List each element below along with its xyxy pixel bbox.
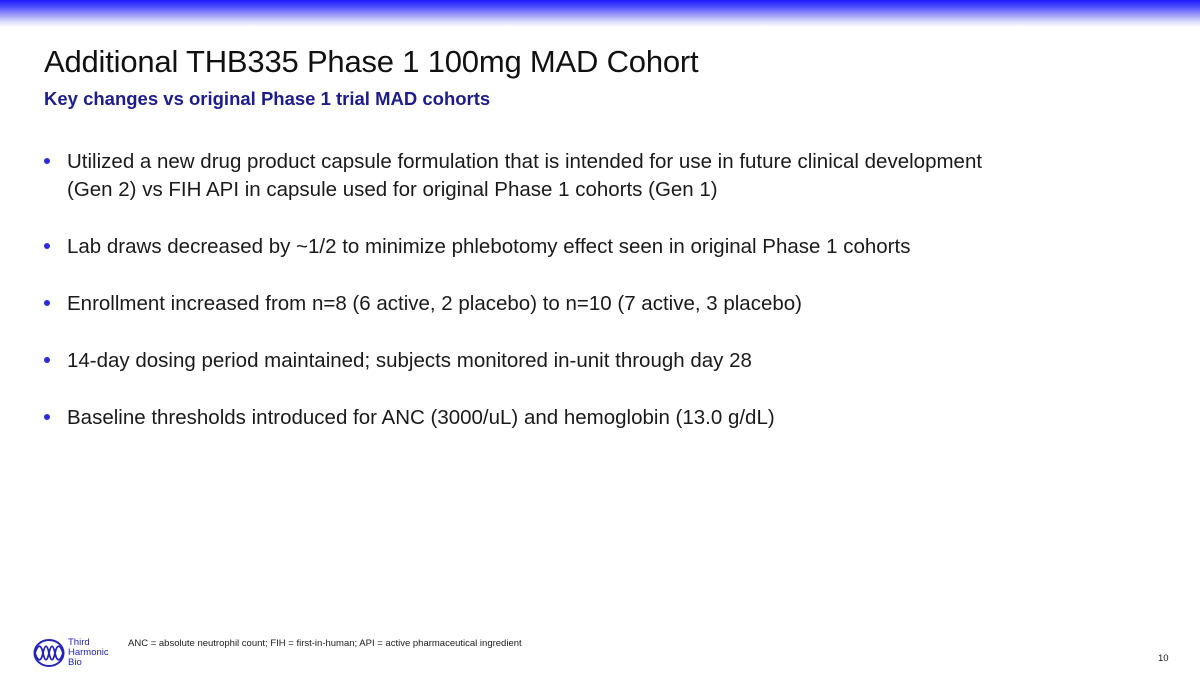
slide-subtitle: Key changes vs original Phase 1 trial MAD cohorts	[44, 88, 491, 109]
bullet-text-line2: (Gen 2) vs FIH API in capsule used for original Phase 1 cohorts (Gen 1)	[67, 178, 718, 201]
bullet-text-line1: Utilized a new drug product capsule formulation that is intended for use in future clinical development	[67, 150, 983, 173]
bullet-text: Baseline thresholds introduced for ANC (3000/uL) and hemoglobin (13.0 g/dL)	[67, 406, 775, 429]
bullet-item	[44, 148, 1144, 204]
bullet-item	[44, 290, 1144, 318]
bullet-item	[44, 404, 1144, 432]
company-logo	[33, 638, 109, 668]
logo-line-1: Third	[68, 637, 90, 648]
bullet-text: Enrollment increased from n=8 (6 active, 2 placebo) to n=10 (7 active, 3 placebo)	[67, 292, 802, 315]
bullet-text: Lab draws decreased by ~1/2 to minimize phlebotomy effect seen in original Phase 1 cohorts	[67, 235, 911, 258]
bullet-text: 14-day dosing period maintained; subjects monitored in-unit through day 28	[67, 349, 752, 372]
bullet-dot-icon	[44, 357, 50, 363]
bullet-dot-icon	[44, 243, 50, 249]
footnote: ANC = absolute neutrophil count; FIH = first-in-human; API = active pharmaceutical ingredient	[128, 638, 522, 649]
top-gradient-band	[0, 0, 1200, 27]
bullet-list	[44, 148, 1144, 461]
logo-wordmark	[68, 638, 109, 668]
third-harmonic-wave-icon	[33, 638, 65, 668]
bullet-item	[44, 233, 1144, 261]
page-number: 10	[1158, 653, 1169, 664]
bullet-dot-icon	[44, 300, 50, 306]
bullet-dot-icon	[44, 414, 50, 420]
bullet-item	[44, 347, 1144, 375]
logo-line-2: Harmonic	[68, 647, 109, 658]
logo-line-3: Bio	[68, 657, 82, 668]
bullet-dot-icon	[44, 158, 50, 164]
slide-title: Additional THB335 Phase 1 100mg MAD Cohort	[44, 44, 699, 79]
